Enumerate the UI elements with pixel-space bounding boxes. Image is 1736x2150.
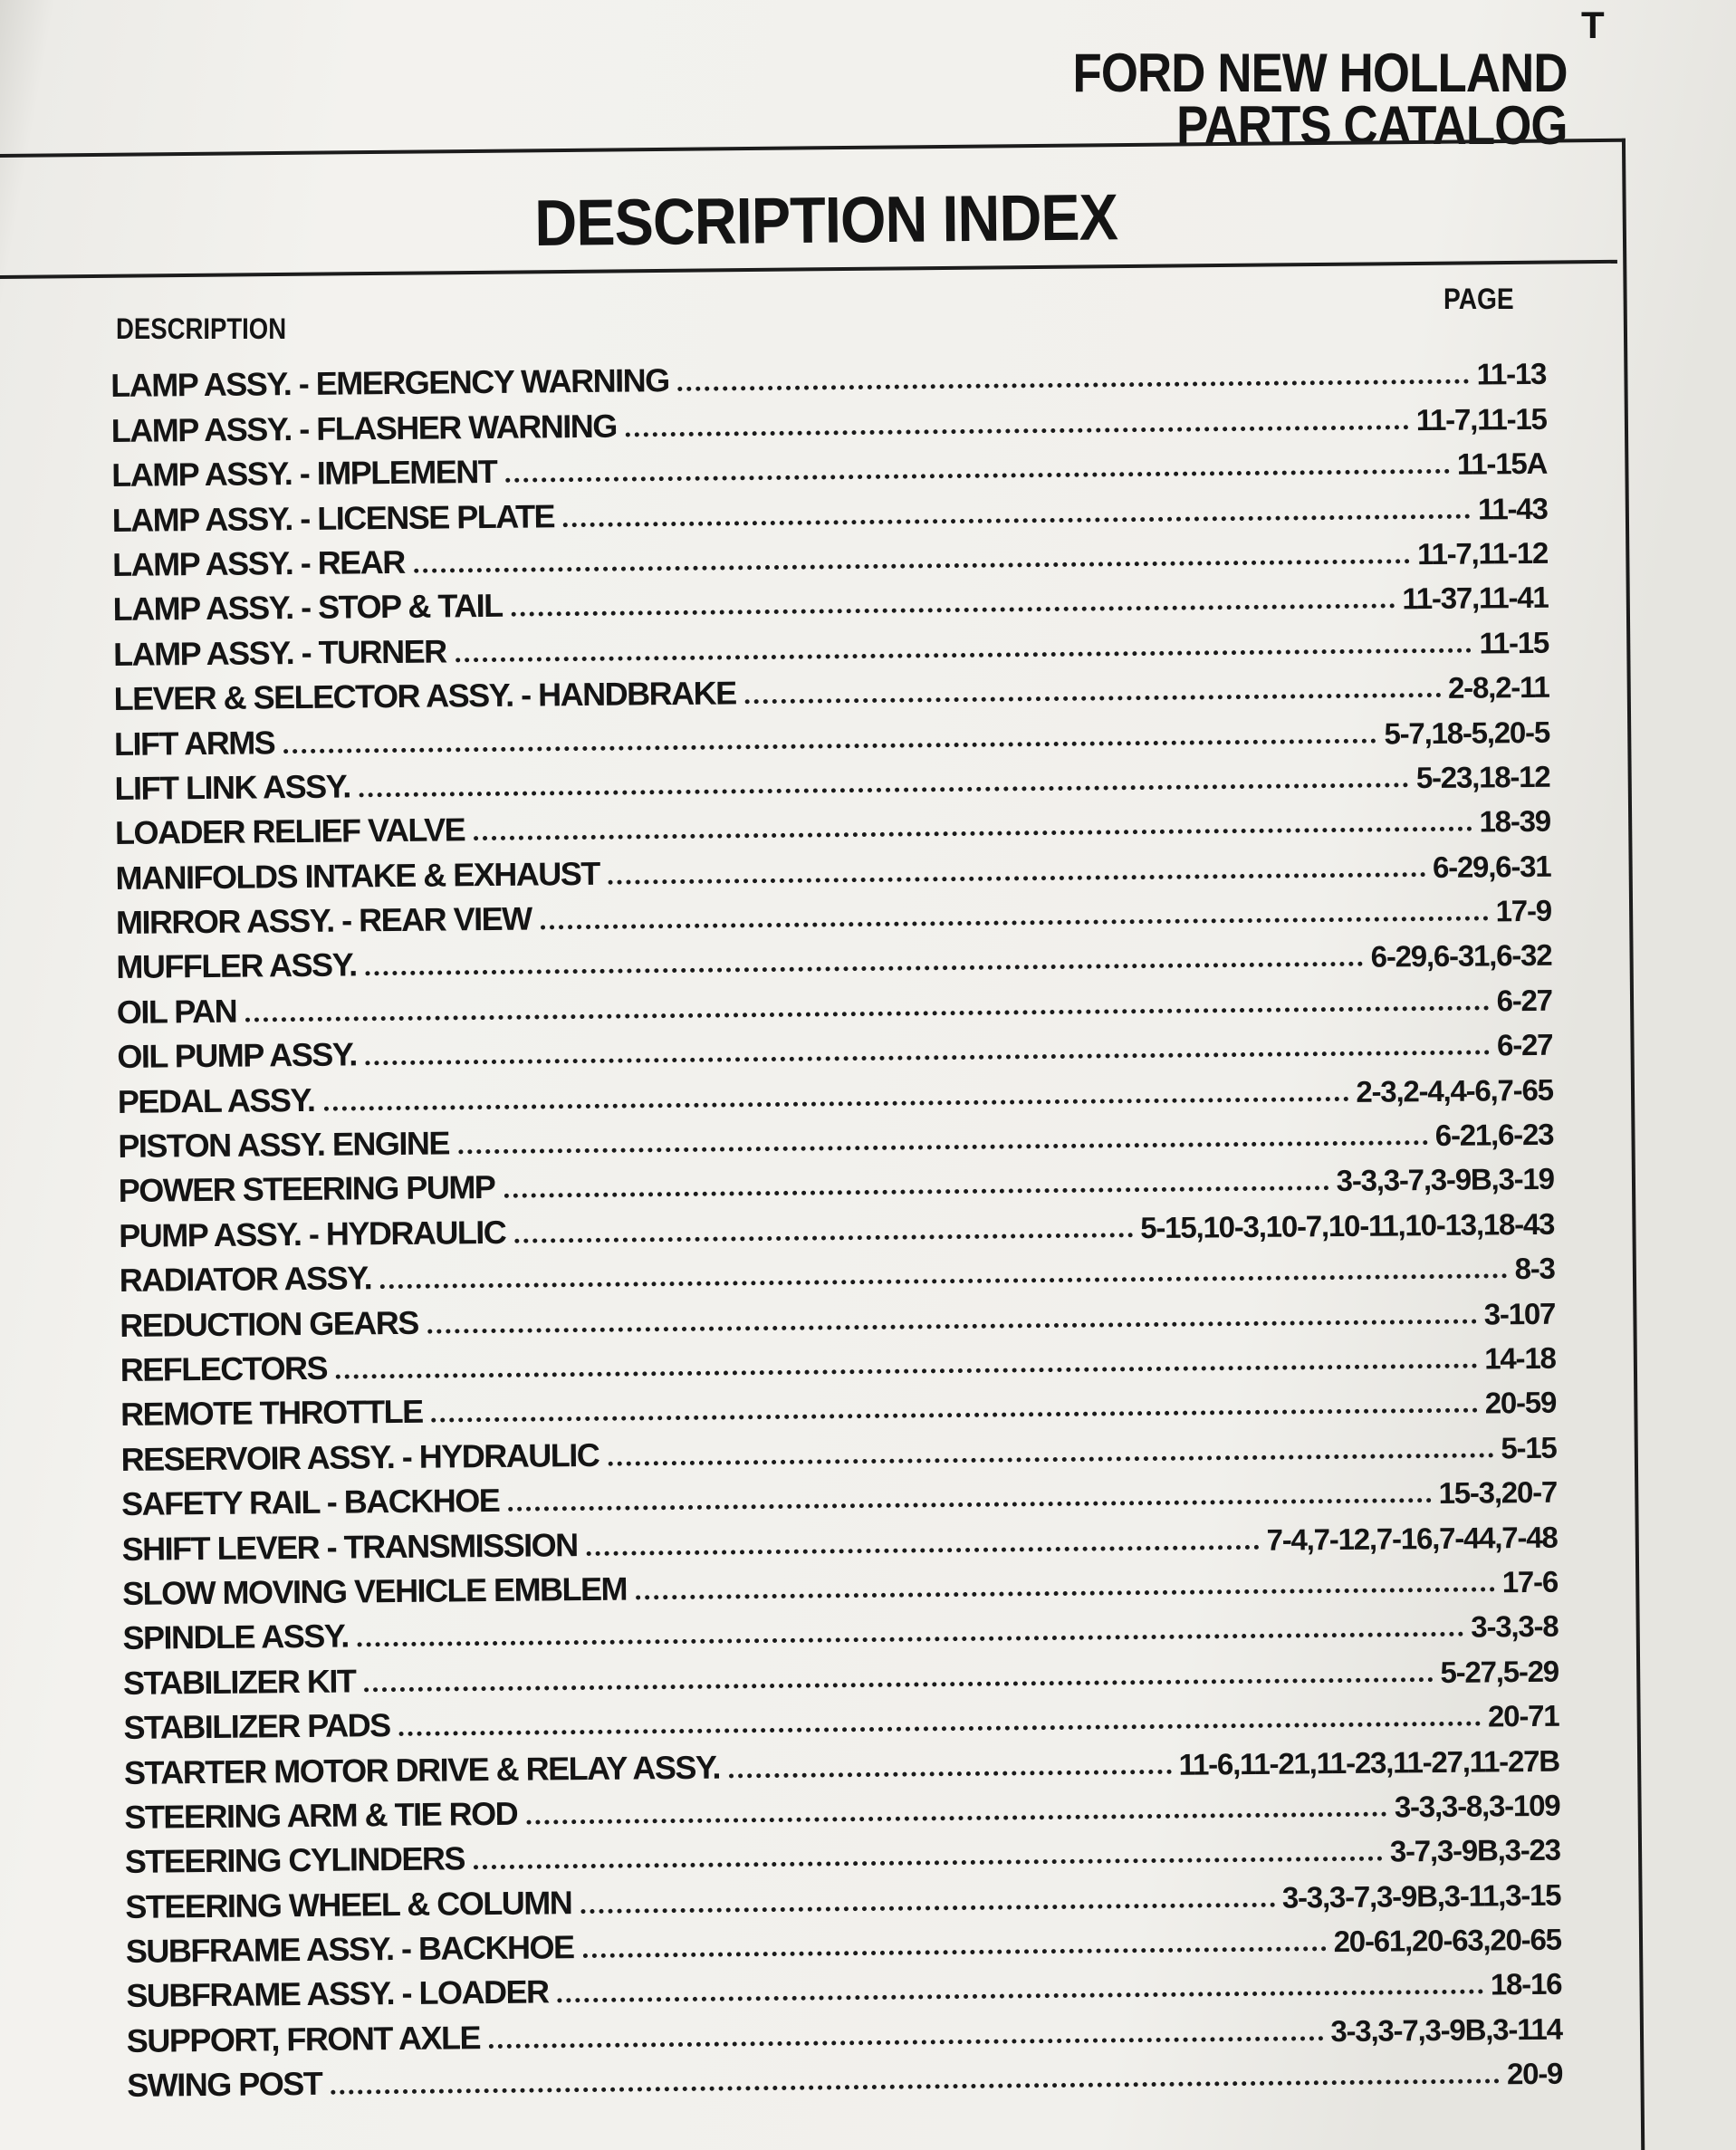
- dot-leader: [283, 738, 1376, 753]
- entry-description: SWING POST: [127, 2065, 322, 2105]
- entry-page-refs: 20-61,20-63,20-65: [1333, 1922, 1561, 1959]
- entry-page-refs: 2-8,2-11: [1447, 669, 1549, 705]
- entry-description: OIL PAN: [116, 992, 237, 1031]
- entry-description: LAMP ASSY. - REAR: [111, 542, 405, 583]
- entry-description: REDUCTION GEARS: [120, 1303, 418, 1344]
- entry-page-refs: 3-107: [1483, 1296, 1556, 1331]
- entry-page-refs: 20-9: [1506, 2056, 1563, 2091]
- entry-description: MIRROR ASSY. - REAR VIEW: [115, 899, 532, 942]
- entry-page-refs: 6-21,6-23: [1434, 1117, 1554, 1153]
- entry-description: PEDAL ASSY.: [117, 1080, 315, 1120]
- entry-page-refs: 5-15,10-3,10-7,10-11,10-13,18-43: [1140, 1206, 1555, 1244]
- entry-page-refs: 11-37,11-41: [1402, 581, 1549, 616]
- dot-leader: [458, 1140, 1428, 1154]
- entry-page-refs: 3-7,3-9B,3-23: [1389, 1832, 1561, 1868]
- entry-page-refs: 3-3,3-8,3-109: [1394, 1788, 1560, 1824]
- entry-page-refs: 11-6,11-21,11-23,11-27,11-27B: [1178, 1743, 1560, 1781]
- dot-leader: [678, 379, 1470, 391]
- entry-description: STABILIZER PADS: [123, 1706, 390, 1747]
- entry-page-refs: 3-3,3-7,3-9B,3-11,3-15: [1281, 1877, 1561, 1915]
- dot-leader: [636, 1587, 1495, 1599]
- entry-description: REMOTE THROTTLE: [120, 1393, 423, 1434]
- entry-page-refs: 11-7,11-15: [1415, 401, 1547, 437]
- entry-description: SAFETY RAIL - BACKHOE: [120, 1482, 500, 1523]
- entry-page-refs: 6-27: [1496, 983, 1553, 1018]
- entry-description: PUMP ASSY. - HYDRAULIC: [119, 1213, 506, 1254]
- dot-leader: [358, 1632, 1464, 1647]
- dot-leader: [360, 782, 1409, 797]
- dot-leader: [456, 648, 1472, 662]
- entry-page-refs: 3-3,3-7,3-9B,3-114: [1330, 2011, 1562, 2048]
- dot-leader: [558, 1990, 1483, 2003]
- dot-leader: [380, 1273, 1508, 1289]
- header-line-catalog: PARTS CATALOG: [1176, 95, 1568, 156]
- dot-leader: [608, 1453, 1493, 1465]
- dot-leader: [504, 1186, 1328, 1199]
- entry-description: STEERING CYLINDERS: [124, 1839, 465, 1881]
- dot-leader: [514, 1233, 1133, 1243]
- entry-description: RESERVOIR ASSY. - HYDRAULIC: [120, 1435, 599, 1478]
- dot-leader: [563, 514, 1471, 527]
- entry-description: STABILIZER KIT: [122, 1662, 356, 1702]
- entry-page-refs: 18-16: [1490, 1967, 1562, 2001]
- entry-description: LAMP ASSY. - TURNER: [112, 632, 446, 673]
- entry-description: REFLECTORS: [120, 1349, 328, 1388]
- entry-page-refs: 20-59: [1484, 1386, 1557, 1420]
- entry-description: LIFT LINK ASSY.: [114, 767, 350, 807]
- dot-leader: [414, 559, 1410, 573]
- entry-description: SUBFRAME ASSY. - LOADER: [126, 1972, 549, 2015]
- dot-leader: [526, 1811, 1387, 1824]
- dot-leader: [626, 425, 1409, 437]
- dot-leader: [512, 604, 1396, 617]
- dot-leader: [505, 469, 1450, 483]
- entry-page-refs: 17-6: [1501, 1564, 1559, 1599]
- entry-description: LAMP ASSY. - STOP & TAIL: [112, 587, 503, 629]
- dot-leader: [432, 1408, 1478, 1423]
- entry-page-refs: 20-71: [1487, 1698, 1559, 1733]
- entry-page-refs: 5-23,18-12: [1415, 759, 1550, 795]
- entry-page-refs: 3-3,3-7,3-9B,3-19: [1336, 1162, 1554, 1198]
- entry-page-refs: 11-7,11-12: [1416, 535, 1549, 571]
- entry-page-refs: 11-15A: [1456, 446, 1548, 481]
- entry-page-refs: 8-3: [1514, 1251, 1555, 1286]
- entry-description: LIFT ARMS: [113, 723, 275, 763]
- catalog-header: [1072, 43, 1568, 156]
- entry-description: SUBFRAME ASSY. - BACKHOE: [125, 1928, 574, 1970]
- dot-leader: [474, 827, 1472, 841]
- dot-leader: [323, 1097, 1348, 1111]
- entry-page-refs: 6-27: [1496, 1028, 1553, 1062]
- dot-leader: [580, 1902, 1275, 1913]
- entry-page-refs: 6-29,6-31,6-32: [1370, 938, 1552, 974]
- entry-page-refs: 5-27,5-29: [1440, 1654, 1559, 1689]
- index-list: [110, 347, 1563, 2105]
- dot-leader: [427, 1319, 1477, 1333]
- entry-description: OIL PUMP ASSY.: [117, 1035, 357, 1076]
- entry-description: LAMP ASSY. - EMERGENCY WARNING: [110, 361, 669, 405]
- dot-leader: [508, 1498, 1431, 1512]
- entry-description: STEERING WHEEL & COLUMN: [125, 1883, 572, 1925]
- dot-leader: [745, 693, 1441, 704]
- entry-page-refs: 6-29,6-31: [1432, 849, 1551, 884]
- dot-leader: [489, 2036, 1323, 2049]
- entry-page-refs: 15-3,20-7: [1438, 1474, 1558, 1511]
- column-header-description: DESCRIPTION: [116, 312, 287, 345]
- dot-leader: [583, 1946, 1327, 1958]
- entry-description: STEERING ARM & TIE ROD: [124, 1794, 518, 1836]
- entry-description: PISTON ASSY. ENGINE: [118, 1124, 450, 1165]
- entry-page-refs: 5-7,18-5,20-5: [1384, 715, 1550, 751]
- dot-leader: [729, 1769, 1172, 1778]
- entry-page-refs: 11-43: [1477, 491, 1548, 526]
- entry-page-refs: 7-4,7-12,7-16,7-44,7-48: [1266, 1520, 1558, 1557]
- entry-description: MANIFOLDS INTAKE & EXHAUST: [115, 854, 599, 897]
- entry-page-refs: 11-13: [1476, 357, 1547, 391]
- entry-description: SUPPORT, FRONT AXLE: [126, 2019, 481, 2059]
- dot-leader: [366, 1051, 1490, 1066]
- dot-leader: [541, 916, 1489, 929]
- entry-page-refs: 17-9: [1495, 893, 1552, 928]
- dot-leader: [364, 1677, 1433, 1692]
- entry-description: POWER STEERING PUMP: [118, 1168, 495, 1210]
- entry-page-refs: 3-3,3-8: [1471, 1609, 1559, 1644]
- entry-page-refs: 18-39: [1479, 804, 1551, 839]
- entry-description: SHIFT LEVER - TRANSMISSION: [121, 1525, 578, 1568]
- entry-page-refs: 5-15: [1501, 1430, 1557, 1465]
- entry-description: LAMP ASSY. - FLASHER WARNING: [110, 407, 617, 449]
- section-tab-letter: T: [1581, 4, 1605, 46]
- page-title: DESCRIPTION INDEX: [534, 181, 1118, 260]
- entry-description: LAMP ASSY. - IMPLEMENT: [111, 453, 497, 494]
- entry-page-refs: 14-18: [1484, 1340, 1556, 1376]
- dot-leader: [331, 2079, 1500, 2095]
- entry-description: RADIATOR ASSY.: [119, 1259, 372, 1300]
- dot-leader: [474, 1857, 1383, 1870]
- entry-page-refs: 2-3,2-4,4-6,7-65: [1356, 1072, 1553, 1109]
- header-line-brand: FORD NEW HOLLAND: [1072, 43, 1568, 103]
- entry-description: STARTER MOTOR DRIVE & RELAY ASSY.: [123, 1748, 721, 1791]
- dot-leader: [336, 1364, 1477, 1379]
- entry-description: LOADER RELIEF VALVE: [114, 811, 465, 852]
- dot-leader: [366, 962, 1364, 976]
- entry-description: LAMP ASSY. - LICENSE PLATE: [111, 496, 555, 539]
- entry-description: SLOW MOVING VEHICLE EMBLEM: [121, 1569, 628, 1612]
- column-header-page: PAGE: [1443, 283, 1514, 315]
- dot-leader: [399, 1722, 1481, 1736]
- entry-description: SPINDLE ASSY.: [122, 1617, 349, 1657]
- entry-description: LEVER & SELECTOR ASSY. - HANDBRAKE: [113, 674, 736, 718]
- dot-leader: [609, 872, 1425, 885]
- entry-page-refs: 11-15: [1479, 625, 1549, 660]
- dot-leader: [587, 1544, 1260, 1555]
- entry-description: MUFFLER ASSY.: [116, 945, 357, 986]
